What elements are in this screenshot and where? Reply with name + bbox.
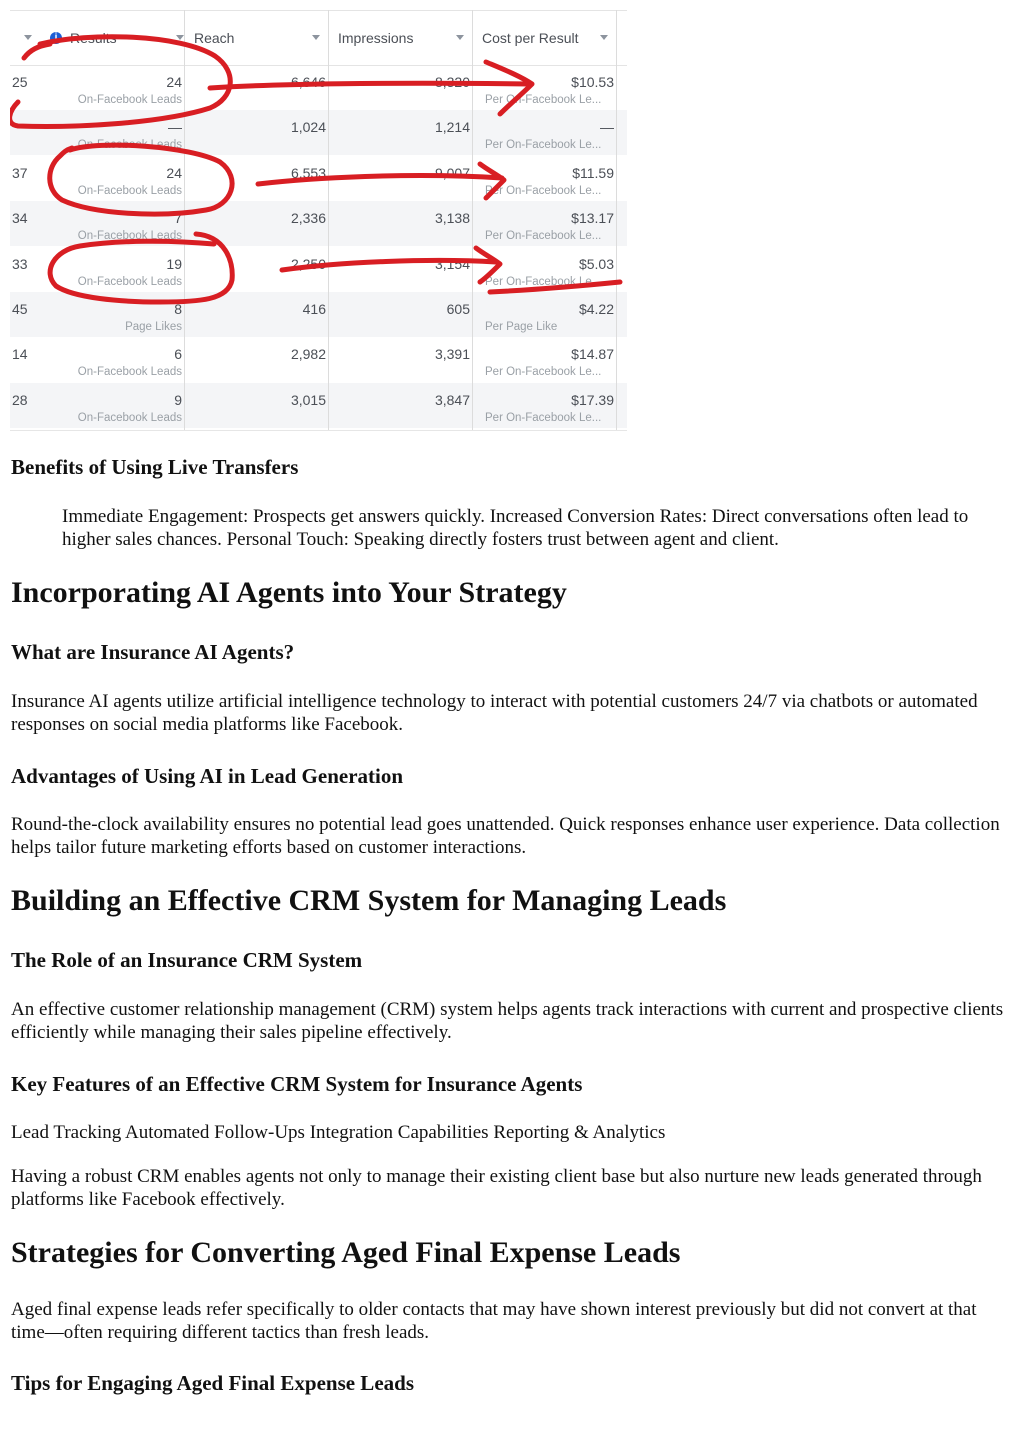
impressions-value: 3,847	[434, 391, 470, 408]
impressions-value: 3,138	[434, 210, 470, 227]
aged-leads-heading: Strategies for Converting Aged Final Expense Leads	[11, 1236, 681, 1269]
reach-value: 3,015	[290, 391, 326, 408]
row-index: 45	[12, 301, 28, 317]
impressions-value: 1,214	[434, 119, 470, 136]
row-index: 34	[12, 210, 28, 227]
cost-value: $10.53	[571, 74, 614, 90]
results-column-header[interactable]	[50, 11, 184, 65]
cost-type: Per Page Like	[485, 321, 558, 333]
ads-results-screenshot	[10, 0, 627, 431]
reach-column-header[interactable]	[194, 11, 324, 65]
results-value: 7	[174, 210, 182, 227]
table-row[interactable]	[10, 156, 627, 201]
table-row[interactable]	[10, 337, 627, 382]
info-circle-icon: i	[50, 32, 62, 44]
results-value: —	[168, 119, 182, 136]
crm-robust-text: Having a robust CRM enables agents not only to manage their existing client base but also nurture new leads generated through platforms like Facebook effectively.	[11, 1166, 982, 1210]
ai-what-text: Insurance AI agents utilize artificial intelligence technology to interact with potential customers 24/7 via chatbots or automated responses on social media platforms like Facebook.	[11, 691, 978, 735]
reach-value: 1,024	[290, 119, 326, 136]
column-divider	[472, 10, 473, 430]
cost-value: $4.22	[578, 301, 614, 317]
results-header-label: Results	[70, 30, 117, 46]
table-row[interactable]	[10, 292, 627, 337]
cost-type: Per On-Facebook Le...	[485, 139, 602, 152]
cost-per-result-column-header[interactable]	[482, 11, 622, 65]
results-type: On-Facebook Leads	[77, 230, 182, 243]
crm-features-text: Lead Tracking Automated Follow-Ups Integration Capabilities Reporting & Analytics	[11, 1122, 666, 1143]
ai-advantages-text: Round-the-clock availability ensures no potential lead goes unattended. Quick responses enhance user experience. Data collection helps tailor future marketing efforts based on customer interactions.	[11, 814, 1000, 858]
impressions-value: 8,320	[434, 74, 470, 90]
chevron-down-icon	[600, 35, 608, 40]
chevron-down-icon	[24, 35, 32, 40]
benefits-text: Immediate Engagement: Prospects get answers quickly. Increased Conversion Rates: Direct conversations often lead to higher sales chances. Personal Touch: Speaking directly fosters trust between agent and client.	[62, 506, 969, 550]
benefits-heading: Benefits of Using Live Transfers	[11, 455, 299, 479]
cost-value: $5.03	[578, 255, 614, 272]
table-header	[10, 10, 627, 66]
cost-type: Per On-Facebook Le...	[485, 94, 602, 106]
crm-features-heading: Key Features of an Effective CRM System for Insurance Agents	[11, 1072, 583, 1096]
chevron-down-icon	[456, 35, 464, 40]
aged-tips-heading: Tips for Engaging Aged Final Expense Leads	[11, 1371, 414, 1395]
column-divider	[328, 10, 329, 430]
results-value: 24	[166, 164, 182, 181]
row-index: 14	[12, 346, 28, 363]
results-type: On-Facebook Leads	[77, 275, 182, 288]
table-row[interactable]	[10, 110, 627, 155]
cost-type: Per On-Facebook Le...	[485, 366, 602, 379]
column-divider	[184, 10, 185, 430]
cost-value: $13.17	[571, 210, 614, 227]
reach-value: 416	[302, 301, 326, 317]
chevron-down-icon	[312, 35, 320, 40]
select-column-header[interactable]	[10, 11, 50, 65]
aged-leads-text: Aged final expense leads refer specifically to older contacts that may have shown interest previously but did not convert at that time—often requiring different tactics than fresh leads.	[11, 1299, 977, 1343]
results-type: On-Facebook Leads	[77, 139, 182, 152]
crm-role-text: An effective customer relationship management (CRM) system helps agents track interactions with current and prospective clients efficiently while managing their sales pipeline effectively.	[11, 999, 1004, 1043]
reach-value: 2,336	[290, 210, 326, 227]
cost-type: Per On-Facebook Le...	[485, 230, 602, 243]
impressions-value: 9,007	[434, 164, 470, 181]
table-row[interactable]	[10, 65, 627, 110]
ai-advantages-heading: Advantages of Using AI in Lead Generation	[11, 764, 404, 788]
cost-type: Per On-Facebook Le...	[485, 184, 602, 197]
results-type: On-Facebook Leads	[77, 366, 182, 379]
cost-type: Per On-Facebook Le...	[485, 411, 602, 424]
results-value: 9	[174, 391, 182, 408]
cost-header-label: Cost per Result	[482, 30, 579, 46]
results-type: On-Facebook Leads	[77, 411, 182, 424]
table-row[interactable]	[10, 383, 627, 428]
results-type: On-Facebook Leads	[77, 184, 182, 197]
reach-value: 6,646	[290, 74, 326, 90]
cost-type: Per On-Facebook Le...	[485, 275, 602, 288]
cost-value: $17.39	[571, 391, 614, 408]
cost-value: $14.87	[571, 346, 614, 363]
table-row[interactable]	[10, 201, 627, 246]
ai-what-heading: What are Insurance AI Agents?	[11, 640, 295, 664]
cost-value: $11.59	[572, 164, 614, 181]
row-index: 37	[12, 164, 28, 181]
crm-role-heading: The Role of an Insurance CRM System	[11, 948, 363, 972]
reach-value: 6,553	[290, 164, 326, 181]
ai-agents-heading: Incorporating AI Agents into Your Strategy	[11, 576, 567, 609]
row-index: 25	[12, 74, 28, 90]
impressions-value: 3,154	[434, 255, 470, 272]
table-row[interactable]	[10, 247, 627, 292]
impressions-header-label: Impressions	[338, 30, 414, 46]
impressions-value: 605	[446, 301, 470, 317]
results-type: Page Likes	[125, 321, 182, 333]
reach-value: 2,982	[290, 346, 326, 363]
row-index: 28	[12, 391, 28, 408]
reach-value: 2,250	[290, 255, 326, 272]
results-type: On-Facebook Leads	[77, 94, 182, 106]
impressions-value: 3,391	[434, 346, 470, 363]
cost-value: —	[600, 119, 614, 136]
row-index: 33	[12, 255, 28, 272]
results-value: 8	[174, 301, 182, 317]
impressions-column-header[interactable]	[338, 11, 468, 65]
crm-heading: Building an Effective CRM System for Managing Leads	[11, 884, 727, 917]
reach-header-label: Reach	[194, 30, 235, 46]
chevron-down-icon	[176, 35, 184, 40]
results-value: 6	[174, 346, 182, 363]
results-value: 24	[166, 74, 182, 90]
column-divider	[616, 10, 617, 430]
results-value: 19	[166, 255, 182, 272]
